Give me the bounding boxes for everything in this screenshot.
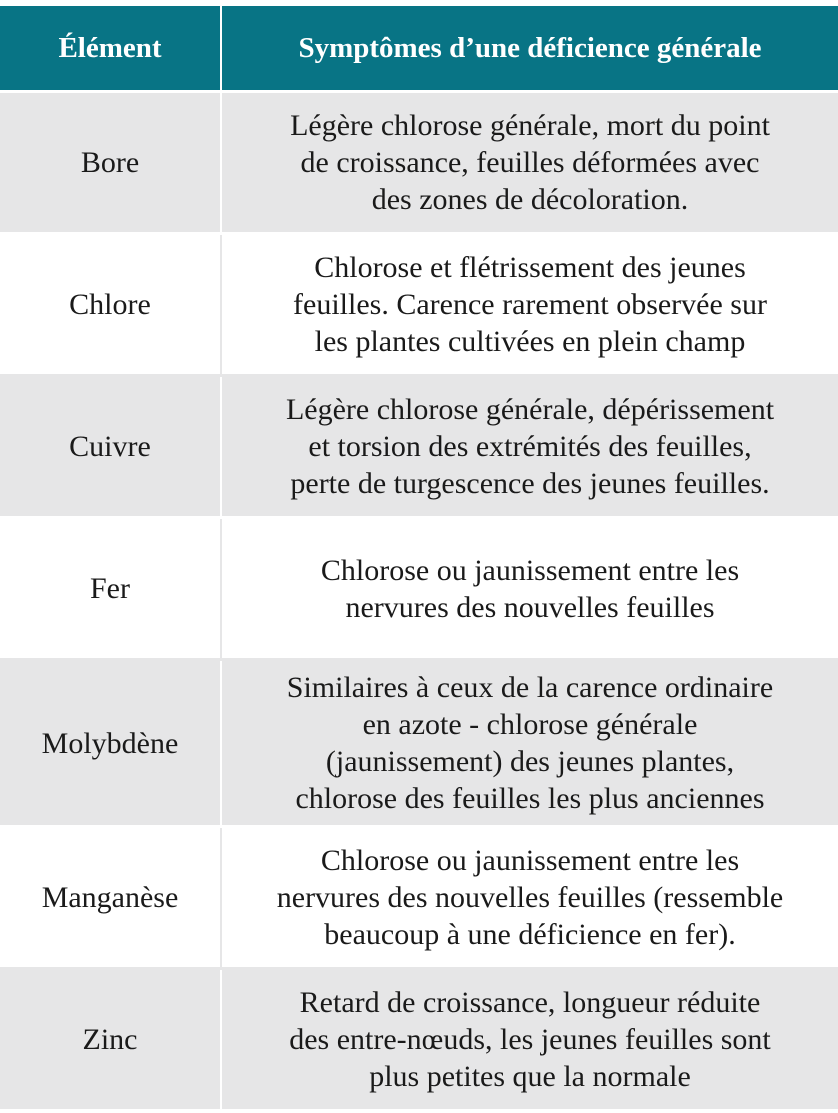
symptom-cell xyxy=(222,519,838,658)
symptom-line: feuilles. Carence rarement observée sur xyxy=(293,288,767,321)
symptom-line: de croissance, feuilles déformées avec xyxy=(300,146,760,179)
symptom-line: des entre-nœuds, les jeunes feuilles sont xyxy=(289,1023,771,1056)
symptom-cell xyxy=(222,93,838,232)
symptom-line: Légère chlorose générale, mort du point xyxy=(290,109,770,142)
element-cell: Molybdène xyxy=(0,661,222,825)
element-cell: Chlore xyxy=(0,235,222,374)
deficiency-table xyxy=(0,6,838,1109)
header-element: Élément xyxy=(0,6,222,90)
symptom-line: beaucoup à une déficience en fer). xyxy=(324,918,736,951)
symptom-line: Légère chlorose générale, dépérissement xyxy=(285,393,775,426)
element-cell: Zinc xyxy=(0,970,222,1109)
element-cell: Manganèse xyxy=(0,828,222,967)
symptom-line: Chlorose ou jaunissement entre les xyxy=(320,844,740,877)
symptom-cell xyxy=(222,661,838,825)
element-cell: Fer xyxy=(0,519,222,658)
header-symptoms: Symptômes d’une déficience générale xyxy=(222,6,838,90)
symptom-line: nervures des nouvelles feuilles xyxy=(345,590,715,624)
symptom-line: et torsion des extrémités des feuilles, xyxy=(308,430,752,463)
element-cell: Cuivre xyxy=(0,377,222,516)
symptom-line: perte de turgescence des jeunes feuilles. xyxy=(290,467,770,500)
symptom-cell xyxy=(222,377,838,516)
element-cell: Bore xyxy=(0,93,222,232)
symptom-line: Retard de croissance, longueur réduite xyxy=(299,986,761,1019)
symptom-line: Chlorose ou jaunissement entre les xyxy=(320,553,740,587)
symptom-line: Similaires à ceux de la carence ordinaire xyxy=(286,671,774,704)
symptom-line: des zones de décoloration. xyxy=(371,183,689,216)
symptom-cell xyxy=(222,970,838,1109)
symptom-cell xyxy=(222,235,838,374)
symptom-line: Chlorose et flétrissement des jeunes xyxy=(314,251,746,284)
symptom-line: (jaunissement) des jeunes plantes, xyxy=(325,745,735,778)
symptom-line: plus petites que la normale xyxy=(369,1060,691,1093)
symptom-cell xyxy=(222,828,838,967)
symptom-line: en azote - chlorose générale xyxy=(362,708,698,741)
symptom-line: nervures des nouvelles feuilles (ressemble xyxy=(276,881,784,914)
symptom-line: les plantes cultivées en plein champ xyxy=(314,325,746,358)
symptom-line: chlorose des feuilles les plus anciennes xyxy=(295,782,765,815)
